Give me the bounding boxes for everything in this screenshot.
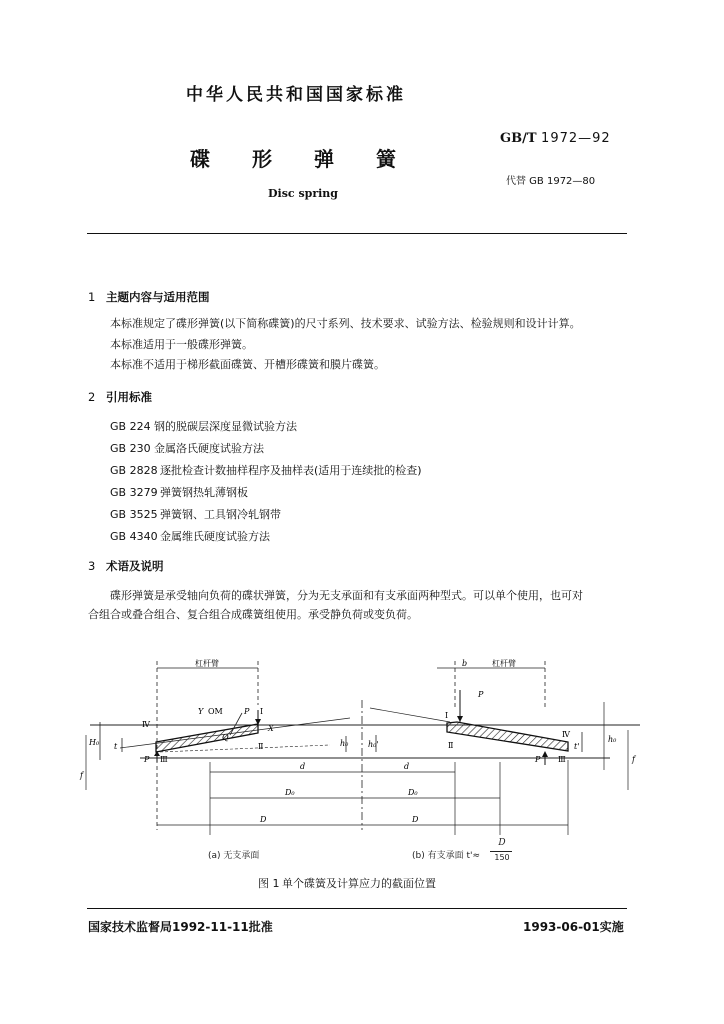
diagram-a-no-bearing-surface bbox=[79, 658, 362, 835]
diameter-label-outer: D bbox=[412, 815, 419, 824]
reference-title: 金属洛氏硬度试验方法 bbox=[154, 442, 264, 455]
disc-cross-section-b bbox=[447, 722, 568, 751]
height-label-h0-prime: h₀' bbox=[368, 740, 379, 749]
footer-divider bbox=[87, 908, 627, 909]
reference-code: GB 3525 bbox=[110, 508, 158, 521]
section-title: 引用标准 bbox=[106, 390, 152, 404]
section-label-i: Ⅰ bbox=[260, 707, 264, 716]
code-prefix: GB/T bbox=[500, 131, 537, 146]
figure-caption-text: 单个碟簧及计算应力的截面位置 bbox=[282, 877, 436, 890]
diameter-label-d: d bbox=[300, 762, 306, 771]
height-label-h0: h₀ bbox=[608, 735, 617, 744]
paragraph: 本标准适用于一般碟形弹簧。 bbox=[110, 338, 253, 351]
code-number: 1972—92 bbox=[541, 131, 611, 146]
paragraph: 碟形弹簧是承受轴向负荷的碟状弹簧，分为无支承面和有支承面两种型式。可以单个使用，也可对 bbox=[110, 589, 583, 602]
paragraph: 合组合或叠合组合、复合组合成碟簧组使用。承受静负荷或变负荷。 bbox=[88, 608, 418, 621]
figure-number: 图 1 bbox=[258, 877, 280, 890]
replaces-note: 代替 GB 1972—80 bbox=[506, 176, 596, 187]
reference-code: GB 230 bbox=[110, 442, 151, 455]
center-label-om: OM bbox=[208, 707, 223, 716]
load-label-p: P bbox=[144, 755, 150, 764]
paragraph: 本标准不适用于梯形截面碟簧、开槽形碟簧和膜片碟簧。 bbox=[110, 358, 385, 371]
thickness-label-t: t bbox=[114, 742, 118, 751]
deflection-label-f: f bbox=[80, 771, 83, 780]
diameter-label-d: d bbox=[404, 762, 410, 771]
section-title: 主题内容与适用范围 bbox=[106, 290, 210, 304]
axis-label-x: X bbox=[268, 724, 274, 733]
reference-title: 逐批检查计数抽样程序及抽样表(适用于连续批的检查) bbox=[160, 464, 422, 477]
reference-code: GB 2828 bbox=[110, 464, 158, 477]
title-char: 形 bbox=[252, 147, 272, 171]
height-label-h0: H₀ bbox=[89, 738, 100, 747]
height-label-h0: h₀ bbox=[340, 739, 349, 748]
caption-b-fraction-denominator: 150 bbox=[494, 853, 510, 862]
section-label-ii: Ⅱ bbox=[448, 741, 454, 750]
section-title: 术语及说明 bbox=[106, 559, 164, 573]
title-char: 簧 bbox=[376, 147, 396, 171]
reference-title: 弹簧钢热轧薄钢板 bbox=[160, 486, 248, 499]
load-label-p: P bbox=[244, 707, 250, 716]
section-label-iv: Ⅳ bbox=[142, 720, 150, 729]
diameter-label-outer: D bbox=[260, 815, 267, 824]
section-label-iii: Ⅲ bbox=[558, 755, 566, 764]
axis-label-y: Y bbox=[198, 707, 204, 716]
load-label-p: P bbox=[478, 690, 484, 699]
english-title: Disc spring bbox=[268, 187, 338, 200]
diameter-label-d0: D₀ bbox=[408, 788, 418, 797]
caption-b: (b) 有支承面 t'≈ bbox=[412, 851, 481, 861]
point-label-q: Q bbox=[222, 733, 229, 742]
title-char: 碟 bbox=[190, 147, 210, 171]
section-label-i: Ⅰ bbox=[445, 711, 449, 720]
deflection-label-f: f bbox=[632, 755, 635, 764]
figure-caption bbox=[258, 875, 436, 891]
lever-arm-label-a: 杠杆臂 bbox=[195, 659, 219, 668]
section-number: 3 bbox=[88, 559, 96, 573]
load-label-p: P bbox=[535, 755, 541, 764]
disc-cross-section-a bbox=[156, 724, 258, 752]
reference-code: GB 3279 bbox=[110, 486, 158, 499]
reference-code: GB 224 bbox=[110, 420, 151, 433]
bearing-width-label-b: b bbox=[462, 659, 468, 668]
section-label-iv: Ⅳ bbox=[562, 730, 570, 739]
reference-title: 金属维氏硬度试验方法 bbox=[160, 530, 270, 543]
implementation-date: 1993-06-01实施 bbox=[523, 920, 624, 934]
section-label-ii: Ⅱ bbox=[258, 742, 264, 751]
title-char: 弹 bbox=[314, 147, 334, 171]
reference-title: 钢的脱碳层深度显微试验方法 bbox=[154, 420, 297, 433]
approval-note: 国家技术监督局1992-11-11批准 bbox=[88, 920, 273, 934]
lever-arm-label-b: 杠杆臂 bbox=[492, 659, 516, 668]
section-label-iii: Ⅲ bbox=[160, 755, 168, 764]
paragraph: 本标准规定了碟形弹簧(以下简称碟簧)的尺寸系列、技术要求、试验方法、检验规则和设计计算。 bbox=[110, 317, 581, 330]
diameter-label-d0: D₀ bbox=[285, 788, 295, 797]
section-number: 1 bbox=[88, 290, 96, 304]
reference-code: GB 4340 bbox=[110, 530, 158, 543]
fraction-bar bbox=[490, 851, 512, 852]
caption-a: (a) 无支承面 bbox=[208, 851, 260, 861]
caption-b-fraction-numerator: D bbox=[498, 838, 506, 848]
thickness-label-t-prime: t' bbox=[574, 742, 580, 751]
section-number: 2 bbox=[88, 390, 96, 404]
reference-title: 弹簧钢、工具钢冷轧钢带 bbox=[160, 508, 281, 521]
diagram-b-with-bearing-surface bbox=[362, 658, 640, 835]
standard-title: 中华人民共和国国家标准 bbox=[186, 85, 406, 105]
